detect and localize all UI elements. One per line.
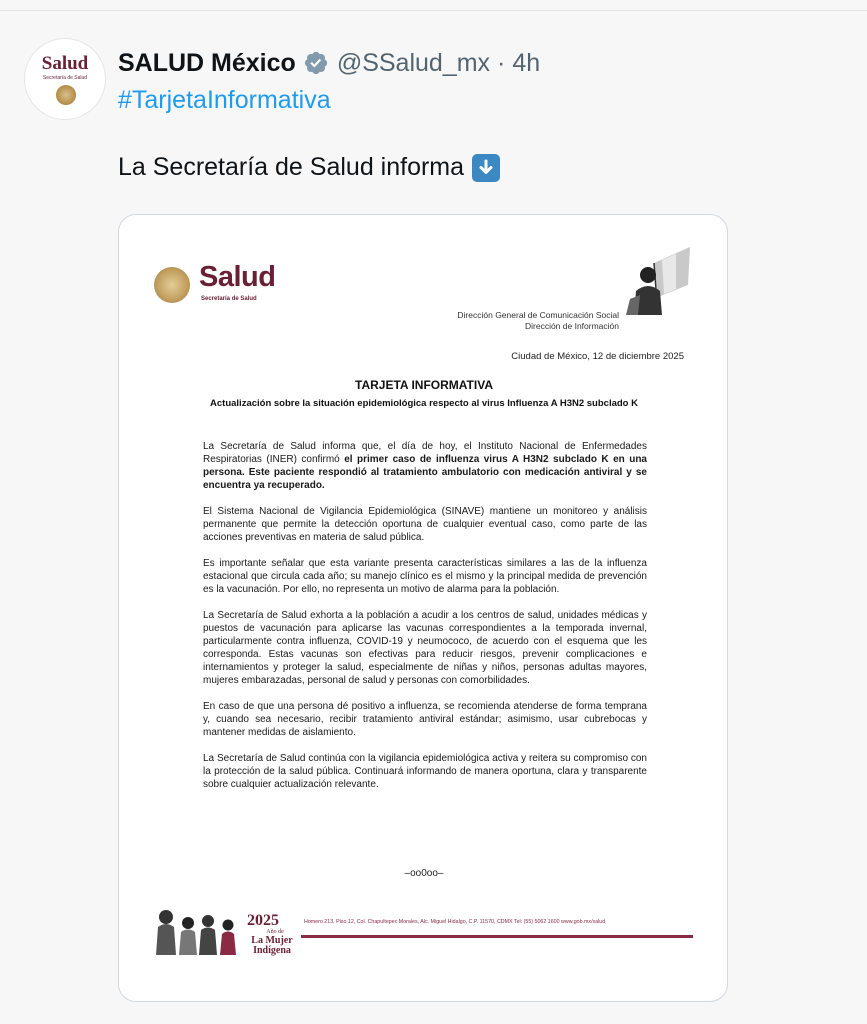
- footer-mujer: La Mujer Indígena: [251, 935, 293, 956]
- seal-icon: [56, 85, 76, 105]
- timestamp[interactable]: 4h: [512, 48, 541, 77]
- doc-paragraph-1: [203, 440, 647, 492]
- hashtag-link[interactable]: #TarjetaInformativa: [118, 86, 331, 114]
- tweet-text-content: La Secretaría de Salud informa: [118, 153, 465, 181]
- footer-rule: [301, 935, 693, 938]
- doc-paragraph-3: Es importante señalar que esta variante presenta características similares a las de la influenza estacional que circula cada año; su manejo clínico es el mismo y la principal medida de prevención es la vacunación. Por ello, no representa un motivo de alarma para la población.: [203, 558, 647, 595]
- doc-paragraph-6: La Secretaría de Salud continúa con la vigilancia epidemiológica activa y reitera su compromiso con la protección de la salud pública. Continuará informando de manera oportuna, clara y transparente sobre cualquier actualización relevante.: [203, 753, 647, 790]
- doc-body: [203, 440, 647, 804]
- footer-sub: Año de: [266, 929, 284, 935]
- avatar-logo-word: Salud: [41, 53, 89, 74]
- separator: ·: [497, 48, 506, 77]
- handle[interactable]: @SSalud_mx: [336, 48, 491, 77]
- avatar-logo-sub: Secretaría de Salud: [42, 75, 88, 81]
- document-page: [119, 215, 728, 1002]
- tweet[interactable]: [0, 11, 867, 1024]
- doc-subtitle: Actualización sobre la situación epidemiológica respecto al virus Influenza A H3N2 subclado K: [210, 398, 638, 409]
- footer-address: Homero 213, Piso 12, Col. Chapultepec Morales, Alc. Miguel Hidalgo, C.P. 11570, CDMX Tel: (55) 5062 1600 www.gob.mx/salud: [304, 919, 606, 925]
- tweet-text: [118, 153, 500, 182]
- display-name[interactable]: SALUD México: [118, 48, 296, 77]
- doc-logo-sub: Secretaría de Salud: [201, 296, 257, 302]
- doc-paragraph-5: En caso de que una persona dé positivo a influenza, se recomienda atenderse de forma temprana y, cuando sea necesario, recibir tratamiento antiviral estándar; asimismo, usar cubrebocas y mantener medidas de aislamiento.: [203, 701, 647, 738]
- doc-p1-normal: La Secretaría de Salud informa que, el día de hoy, el Instituto Nacional de Enfermedades Respiratorias (INER) confirmó: [203, 441, 647, 465]
- footer-year: 2025: [247, 912, 279, 929]
- doc-paragraph-4: La Secretaría de Salud exhorta a la población a acudir a los centros de salud, unidades médicas y puestos de vacunación para aplicarse las vacunas correspondientes a la temporada invernal, particularmente contra influenza, COVID-19 y neumococo, de acuerdo con el esquema que les corresponda. Estas vacunas son efectivas para reducir riesgos, prevenir complicaciones e internamientos y proteger la salud, especialmente de niñas y niños, personas adultas mayores, mujeres embarazadas, personal de salud y personas con comorbilidades.: [203, 610, 647, 686]
- doc-department: Dirección General de Comunicación Social: [457, 310, 619, 320]
- avatar[interactable]: [24, 38, 106, 120]
- doc-logo-word: Salud: [199, 261, 276, 293]
- doc-closing: –oo0oo–: [404, 868, 444, 879]
- doc-date: Ciudad de México, 12 de diciembre 2025: [511, 351, 684, 362]
- tweet-header: [118, 45, 540, 81]
- doc-title: TARJETA INFORMATIVA: [355, 378, 493, 392]
- down-arrow-icon: [472, 154, 500, 182]
- doc-sub-department: Dirección de Información: [524, 321, 619, 331]
- media-image[interactable]: [118, 214, 728, 1002]
- indigenous-women-illustration-icon: [154, 903, 244, 955]
- coat-of-arms-icon: [154, 267, 190, 303]
- doc-p1-bold: el primer caso de influenza virus A H3N2 subclado K en una persona. Este paciente respondió al tratamiento ambulatorio con medicación antiviral y se encuentra ya recuperado.: [203, 454, 647, 491]
- doc-paragraph-2: El Sistema Nacional de Vigilancia Epidemiológica (SINAVE) mantiene un monitoreo y análisis permanente que permite la detección oportuna de cualquier eventual caso, como parte de las acciones preventivas en materia de salud pública.: [203, 506, 647, 543]
- verified-badge-icon[interactable]: [303, 50, 329, 76]
- flag-figure-icon: [624, 245, 692, 315]
